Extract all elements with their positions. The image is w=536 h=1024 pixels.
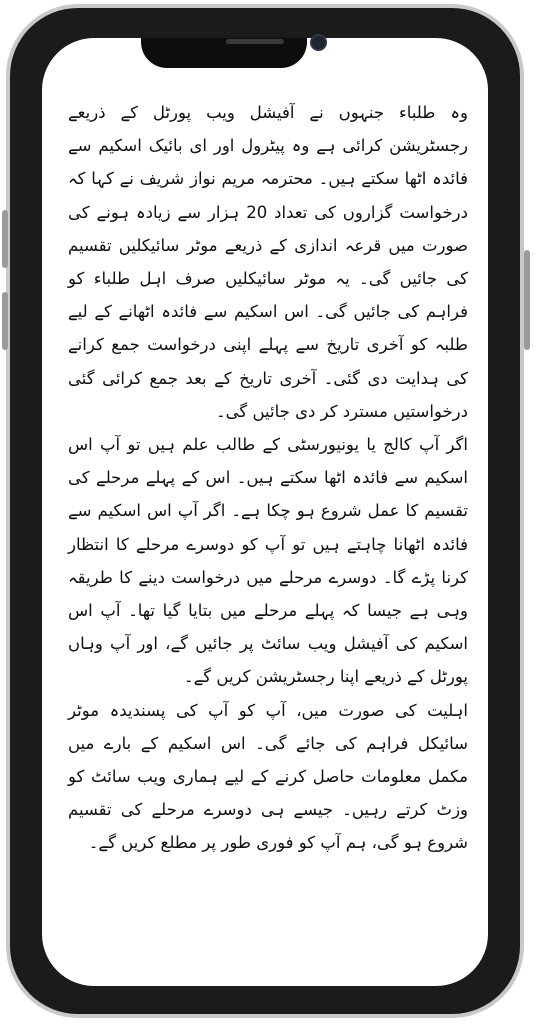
volume-up-button (2, 210, 8, 268)
volume-down-button (2, 292, 8, 350)
article-paragraph-1: وہ طلباء جنہوں نے آفیشل ویب پورٹل کے ذریعے رجسٹریشن کرائی ہے وہ پیٹرول اور ای بائیک اسکیم سے فائدہ اٹھا سکتے ہیں۔ محترمہ مریم نواز شریف نے کہا کہ درخواست گزاروں کی تعداد 20 ہزار سے زیادہ ہونے کی صورت میں قرعہ اندازی کے ذریعے موٹر سائیکلیں تقسیم کی جائیں گی۔ یہ موٹر سائیکلیں صرف اہل طلباء کو فراہم کی جائیں گی۔ اس اسکیم سے فائدہ اٹھانے کے لیے طلبہ کو آخری تاریخ سے پہلے اپنی درخواست جمع کرانے کی ہدایت دی گئی۔ آخری تاریخ کے بعد جمع کرائی گئی درخواستیں مسترد کر دی جائیں گی۔ (68, 103, 468, 421)
article-paragraph-2: اگر آپ کالج یا یونیورسٹی کے طالب علم ہیں تو آپ اس اسکیم سے فائدہ اٹھا سکتے ہیں۔ اس کے پہلے مرحلے کی تقسیم کا عمل شروع ہو چکا ہے۔ اگر آپ اس اسکیم سے فائدہ اٹھانا چاہتے ہیں تو آپ کو دوسرے مرحلے کا انتظار کرنا پڑے گا۔ دوسرے مرحلے میں درخواست دینے کا طریقہ وہی ہے جیسا کہ پہلے مرحلے میں بتایا گیا تھا۔ آپ اس اسکیم کی آفیشل ویب سائٹ پر جائیں گے، اور آپ وہاں پورٹل کے ذریعے اپنا رجسٹریشن کریں گے۔ (68, 435, 468, 687)
article-body (68, 96, 468, 860)
power-button (524, 250, 530, 350)
front-camera-icon (310, 34, 327, 51)
speaker-grille (226, 39, 284, 44)
article-paragraph-3: اہلیت کی صورت میں، آپ کو آپ کی پسندیدہ موٹر سائیکل فراہم کی جائے گی۔ اس اسکیم کے بارے میں مکمل معلومات حاصل کرنے کے لیے ہماری ویب سائٹ کو وزٹ کرتے رہیں۔ جیسے ہی دوسرے مرحلے کی تقسیم شروع ہو گی، ہم آپ کو فوری طور پر مطلع کریں گے۔ (68, 700, 468, 853)
